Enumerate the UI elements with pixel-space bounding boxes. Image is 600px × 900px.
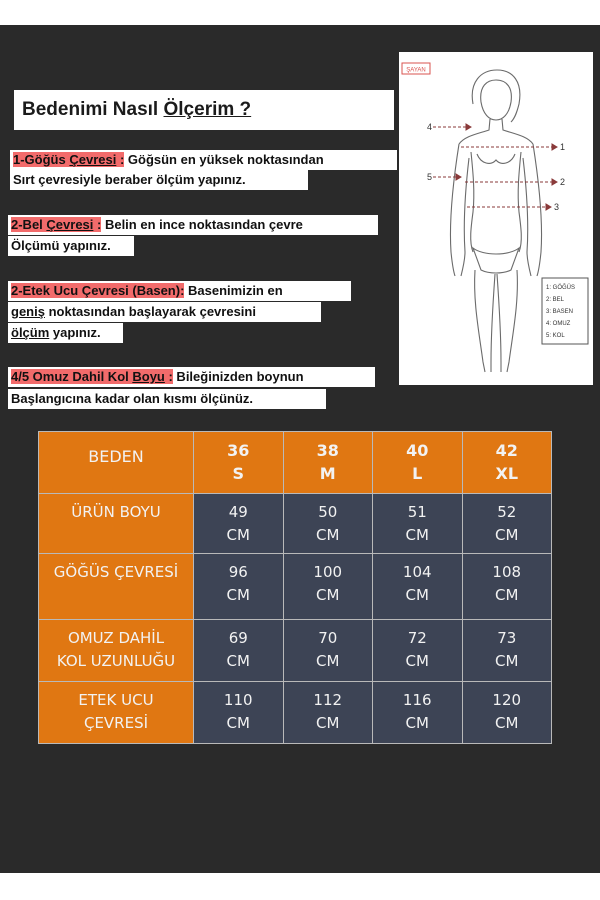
chest-instruction-line-2: Sırt çevresiyle beraber ölçüm yapınız. <box>10 170 308 190</box>
legend-item: 4: OMUZ <box>546 321 571 327</box>
value-cell: 49 CM <box>194 494 284 554</box>
page-title: Bedenimi Nasıl Ölçerim ? <box>14 90 394 130</box>
value-cell: 110 CM <box>194 682 284 744</box>
value-cell: 116 CM <box>373 682 463 744</box>
marker-label: 1 <box>560 142 566 152</box>
value-cell: 73 CM <box>462 620 552 682</box>
row-label-cell: OMUZ DAHİL KOL UZUNLUĞU <box>39 620 194 682</box>
value-cell: 120 CM <box>462 682 552 744</box>
waist-instruction-line-1: 2-Bel Çevresi : Belin en ince noktasından çevre <box>8 215 378 235</box>
sleeve-heading: 4/5 Omuz Dahil Kol Boyu : <box>11 369 173 384</box>
size-header-cell: 36 S <box>194 432 284 494</box>
header-label-cell: BEDEN <box>39 432 194 494</box>
value-cell: 72 CM <box>373 620 463 682</box>
legend-item: 5: KOL <box>546 333 565 339</box>
value-cell: 51 CM <box>373 494 463 554</box>
sleeve-instruction-line-1: 4/5 Omuz Dahil Kol Boyu : Bileğinizden boynun <box>8 367 375 387</box>
table-row <box>39 554 552 620</box>
body-measurement-figure <box>399 52 593 385</box>
row-label-cell: ÜRÜN BOYU <box>39 494 194 554</box>
value-cell: 50 CM <box>283 494 373 554</box>
table-row <box>39 494 552 554</box>
value-cell: 70 CM <box>283 620 373 682</box>
body-outline-illustration <box>399 52 593 385</box>
size-header-cell: 38 M <box>283 432 373 494</box>
marker-label: 3 <box>554 202 560 212</box>
value-cell: 104 CM <box>373 554 463 620</box>
chest-heading: 1-Göğüs Çevresi : <box>13 152 125 167</box>
table-row <box>39 620 552 682</box>
value-cell: 52 CM <box>462 494 552 554</box>
size-header-cell: 42 XL <box>462 432 552 494</box>
hem-heading: 2-Etek Ucu Çevresi (Basen): <box>11 283 185 298</box>
marker-label: 2 <box>560 177 566 187</box>
legend-item: 1: GÖĞÜS <box>546 285 576 291</box>
sleeve-instruction-line-2: Başlangıcına kadar olan kısmı ölçünüz. <box>8 389 326 409</box>
value-cell: 100 CM <box>283 554 373 620</box>
waist-heading: 2-Bel Çevresi : <box>11 217 102 232</box>
value-cell: 108 CM <box>462 554 552 620</box>
row-label-cell: ETEK UCU ÇEVRESİ <box>39 682 194 744</box>
table-row <box>39 682 552 744</box>
waist-instruction-line-2: Ölçümü yapınız. <box>8 236 134 256</box>
marker-label: 5 <box>427 172 433 182</box>
hem-instruction-line-2: geniş noktasından başlayarak çevresini <box>8 302 321 322</box>
hem-instruction-line-3: ölçüm yapınız. <box>8 323 123 343</box>
legend-item: 3: BASEN <box>546 309 574 315</box>
legend-item: 2: BEL <box>546 297 565 303</box>
hem-instruction-line-1: 2-Etek Ucu Çevresi (Basen): Basenimizin en <box>8 281 351 301</box>
row-label-cell: GÖĞÜS ÇEVRESİ <box>39 554 194 620</box>
brand-badge-text: ŞAYAN <box>406 67 426 74</box>
table-header-row <box>39 432 552 494</box>
value-cell: 69 CM <box>194 620 284 682</box>
value-cell: 96 CM <box>194 554 284 620</box>
marker-label: 4 <box>427 122 433 132</box>
size-chart-table <box>38 431 552 744</box>
size-header-cell: 40 L <box>373 432 463 494</box>
value-cell: 112 CM <box>283 682 373 744</box>
chest-instruction-line-1: 1-Göğüs Çevresi : Göğsün en yüksek noktasından <box>10 150 397 170</box>
